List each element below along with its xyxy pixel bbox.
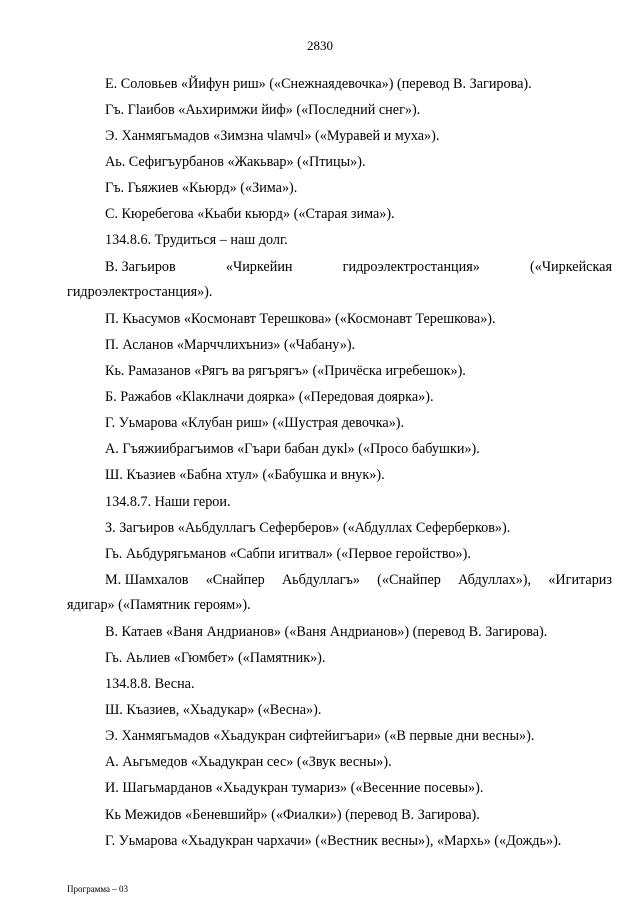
word: «Игитариз bbox=[548, 572, 612, 588]
word: гидроэлектростанция» bbox=[342, 259, 480, 275]
section-heading: 134.8.8. Весна. bbox=[105, 676, 195, 692]
entry-line: Гь. Аьбдурягьманов «Сабпи игитвал» («Первое геройство»). bbox=[105, 546, 471, 562]
entry-line: Аь. Сефигъурбанов «Жакьвар» («Птицы»). bbox=[105, 154, 366, 170]
entry-line: П. Кьасумов «Космонавт Терешкова» («Космонавт Терешкова»). bbox=[105, 311, 496, 327]
word: Абдуллах»), bbox=[458, 572, 532, 588]
entry-line: Е. Соловьев «Йифун риш» («Снежнаядевочка») (перевод В. Загирова). bbox=[105, 76, 532, 92]
entry-continuation: ядигар» («Памятник героям»). bbox=[67, 597, 251, 613]
page-number: 2830 bbox=[307, 38, 333, 53]
word: В. Загьиров bbox=[105, 259, 176, 275]
entry-line: В. Катаев «Ваня Андрианов» («Ваня Андрианов») (перевод В. Загирова). bbox=[105, 624, 548, 640]
entry-line: П. Асланов «Марччлихъниз» («Чабану»). bbox=[105, 337, 356, 353]
entry-line: А. Аьгьмедов «Хьадукран сес» («Звук весны»). bbox=[105, 754, 392, 770]
entry-line: Гъ. Гьяжиев «Кьюрд» («Зима»). bbox=[105, 180, 298, 196]
section-heading: 134.8.7. Наши герои. bbox=[105, 494, 231, 510]
entry-line: Гъ. Гlаибов «Аьхиримжи йиф» («Последний снег»). bbox=[105, 102, 421, 118]
entry-line: Ш. Къазиев, «Хьадукар» («Весна»). bbox=[105, 702, 322, 718]
entry-line: С. Кюребегова «Кьаби кьюрд» («Старая зима»). bbox=[105, 206, 395, 222]
entry-line: Б. Ражабов «Кlаклначи доярка» («Передовая доярка»). bbox=[105, 389, 434, 405]
justified-entry-line bbox=[105, 258, 612, 276]
entry-line: Г. Уьмарова «Хьадукран чархачи» («Вестник весны»), «Мархь» («Дождь»). bbox=[105, 833, 562, 849]
footer: Программа – 03 bbox=[67, 884, 129, 894]
entry-line: А. Гъяжиибрагъимов «Гъари бабан дукl» («Просо бабушки»). bbox=[105, 441, 480, 457]
entry-line: Гь. Аьлиев «Гюмбет» («Памятник»). bbox=[105, 650, 326, 666]
entry-line: И. Шагьмарданов «Хьадукран тумариз» («Весенние посевы»). bbox=[105, 780, 484, 796]
entry-continuation: гидроэлектростанция»). bbox=[67, 284, 213, 300]
entry-line: Э. Ханмягьмадов «Зимзна чlамчl» («Муравей и муха»). bbox=[105, 128, 440, 144]
word: «Чиркейин bbox=[225, 259, 293, 275]
word: («Чиркейская bbox=[530, 259, 612, 275]
word: («Снайпер bbox=[377, 572, 441, 588]
entry-line: Э. Ханмягьмадов «Хьадукран сифтейигъари» («В первые дни весны»). bbox=[105, 728, 535, 744]
justified-entry-line bbox=[105, 571, 612, 589]
entry-line: З. Загъиров «Аьбдуллагъ Сеферберов» («Абдуллах Сеферберков»). bbox=[105, 520, 511, 536]
entry-line: Кь Межидов «Беневшийр» («Фиалки») (перевод В. Загирова). bbox=[105, 807, 480, 823]
word: М. Шамхалов bbox=[105, 572, 189, 588]
word: Аьбдуллагъ» bbox=[281, 572, 360, 588]
entry-line: Кь. Рамазанов «Рягъ ва рягърягъ» («Причёска игребешок»). bbox=[105, 363, 466, 379]
section-heading: 134.8.6. Трудиться – наш долг. bbox=[105, 232, 288, 248]
word: «Снайпер bbox=[205, 572, 265, 588]
entry-line: Ш. Къазиев «Бабна хтул» («Бабушка и внук»). bbox=[105, 467, 385, 483]
entry-line: Г. Уьмарова «Клубан риш» («Шустрая девочка»). bbox=[105, 415, 405, 431]
